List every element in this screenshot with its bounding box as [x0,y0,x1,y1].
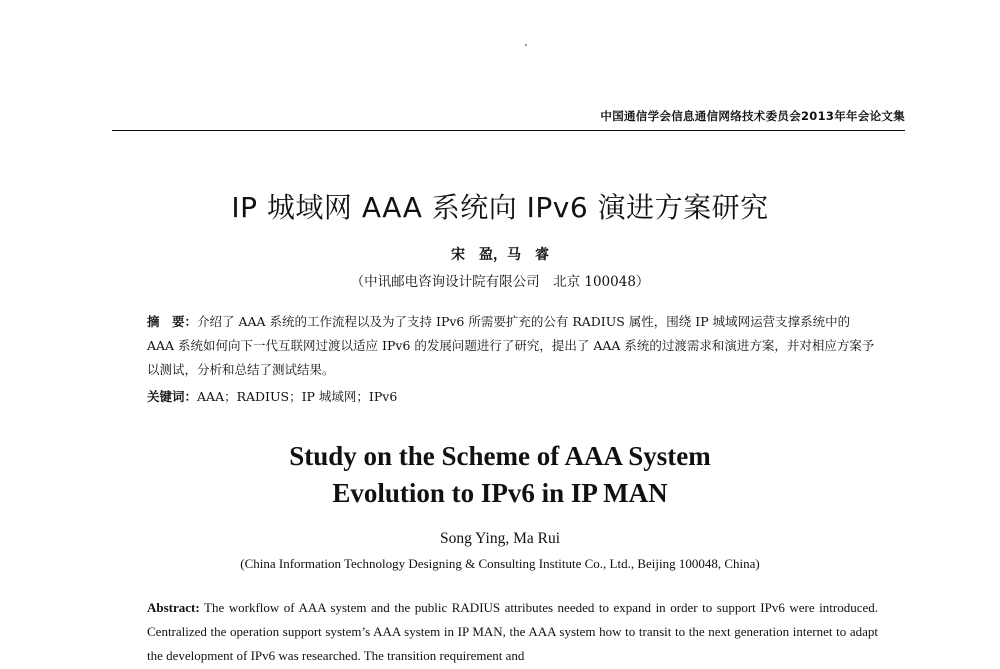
affiliation-english: (China Information Technology Designing & Consulting Institute Co., Ltd., Beijing 100048, China) [240,556,760,571]
authors-chinese: 宋 盈，马 睿 [451,247,549,263]
scan-speck [525,44,527,46]
authors-english: Song Ying, Ma Rui [440,530,560,547]
abstract-english [147,596,878,668]
journal-header: 中国通信学会信息通信网络技术委员会2013年年会论文集 [600,109,905,123]
paper-title-chinese: IP 城域网 AAA 系统向 IPv6 演进方案研究 [231,191,769,224]
header-divider [112,130,905,131]
keywords-chinese-text: AAA；RADIUS；IP 城域网；IPv6 [197,389,398,404]
keywords-chinese-label: 关键词： [147,389,198,404]
abstract-chinese-text: 介绍了 AAA 系统的工作流程以及为了支持 IPv6 所需要扩充的公有 RADIUS 属性，围绕 IP 城域网运营支撑系统中的 AAA 系统如何向下一代互联网过渡以适应 IPv6 的发展问题进行了研究，提出了 AAA 系统的过渡需求和演进方案，并对相应方案予以测试，分析和总结了测试结果。 [147,314,875,377]
paper-title-english-line2: Evolution to IPv6 in IP MAN [332,478,668,508]
abstract-english-label: Abstract: [147,600,200,615]
abstract-chinese-label: 摘 要： [147,314,198,329]
paper-title-english [0,438,1000,512]
paper-title-english-line1: Study on the Scheme of AAA System [289,441,711,471]
affiliation-chinese: （中讯邮电咨询设计院有限公司 北京 100048） [350,274,650,290]
abstract-english-text: The workflow of AAA system and the public RADIUS attributes needed to expand in order to support IPv6 were introduced. Centralized the operation support system’s AAA system in IP MAN, the AAA system how to transit to the next generation internet to adapt the development of IPv6 was researched. The transition requirement and [147,600,879,663]
abstract-chinese [147,310,878,382]
keywords-chinese [147,387,878,407]
